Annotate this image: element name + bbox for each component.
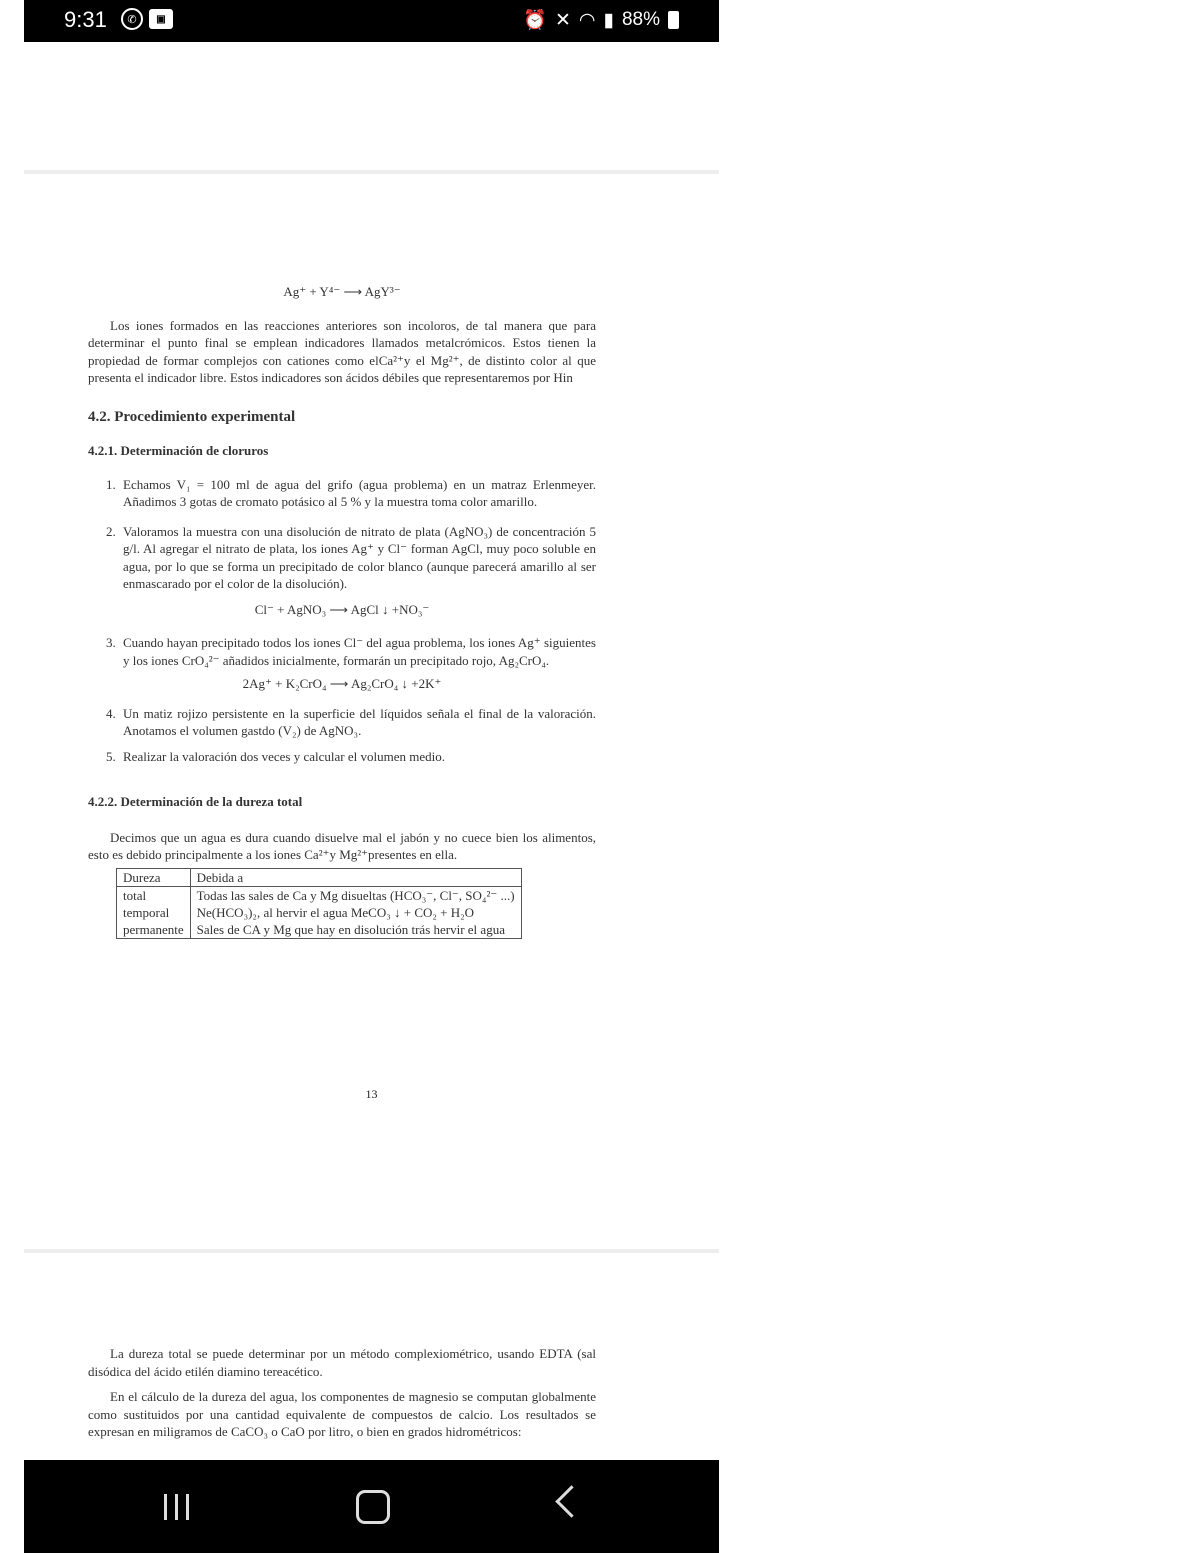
- system-icons: [523, 8, 679, 32]
- alarm-icon: ⏰: [523, 10, 547, 31]
- document-page-14: [88, 1345, 596, 1441]
- page-number: 13: [365, 1087, 378, 1101]
- list-item: 3. Cuando hayan precipitado todos los iones Cl⁻ del agua problema, los iones Ag⁺ siguientes y los iones CrO₄²⁻ añadidos inicialmente, formarán un precipitado rojo, Ag₂CrO₄.: [106, 635, 596, 668]
- navigation-bar: [24, 1460, 719, 1553]
- mute-icon: ✕: [554, 9, 571, 31]
- status-bar: [24, 0, 719, 42]
- document-page-13: [88, 283, 596, 939]
- equation: Cl⁻ + AgNO₃ ⟶ AgCl ↓ +NO₃⁻: [254, 601, 430, 617]
- paragraph: La dureza total se puede determinar por un método complexiométrico, usando EDTA (sal disódica del ácido etilén diamino tereacético.: [88, 1346, 596, 1379]
- table-header-row: [117, 868, 522, 886]
- phone-screen: [24, 0, 719, 1553]
- gallery-icon: ▣: [149, 9, 173, 29]
- list-item: 1. Echamos V₁ = 100 ml de agua del grifo (agua problema) en un matraz Erlenmeyer. Añadimos 3 gotas de cromato potásico al 5 % y la muestra toma color amarillo.: [106, 476, 596, 509]
- paragraph: En el cálculo de la dureza del agua, los componentes de magnesio se computan globalmente como sustituidos por una cantidad equivalente de compuestos de calcio. Los resultados se expresan en miligramos de CaCO₃ o CaO por litro, o bien en grados hidrométricos:: [88, 1389, 596, 1439]
- page-divider: [24, 1249, 719, 1253]
- table-row: temporal Ne(HCO₃)₂, al hervir el agua MeCO₃ ↓ + CO₂ + H₂O: [117, 904, 522, 921]
- list-item: 4. Un matiz rojizo persistente en la superficie del líquidos señala el final de la valoración. Anotamos el volumen gastdo (V₂) de AgNO₃.: [106, 705, 596, 738]
- page-divider: [24, 170, 719, 174]
- list-item: 2. Valoramos la muestra con una disolución de nitrato de plata (AgNO₃) de concentración 5 g/l. Al agregar el nitrato de plata, los iones Ag⁺ y Cl⁻ forman AgCl, muy poco soluble en agua, por lo que se forma un precipitado de color blanco (aunque parecerá amarillo al ser enmascarado por el color de la disolución).: [106, 523, 596, 591]
- signal-icon: ▮: [603, 9, 614, 31]
- table-row: total Todas las sales de Ca y Mg disueltas (HCO₃⁻, Cl⁻, SO₄²⁻ ...): [117, 886, 522, 904]
- equation: Ag⁺ + Y⁴⁻ ⟶ AgY³⁻: [283, 284, 401, 299]
- recent-apps-button[interactable]: [164, 1494, 189, 1520]
- battery-percent: 88%: [621, 9, 660, 30]
- table-header: Dureza: [117, 868, 191, 886]
- subsection-heading: 4.2.1. Determinación de cloruros: [88, 443, 269, 458]
- list-item: 5. Realizar la valoración dos veces y calcular el volumen medio.: [106, 748, 445, 764]
- status-time: 9:31: [64, 7, 107, 32]
- home-button[interactable]: [356, 1490, 390, 1524]
- notification-icons: [121, 8, 173, 30]
- procedure-list: [88, 476, 596, 766]
- subsection-heading: 4.2.2. Determinación de la dureza total: [88, 794, 303, 809]
- section-heading: 4.2. Procedimiento experimental: [88, 408, 296, 425]
- intro-paragraph: Los iones formados en las reacciones anteriores son incoloros, de tal manera que para determinar el punto final se emplean indicadores llamados metalcrómicos. Estos tienen la propiedad de formar complejos con cationes como elCa²⁺y el Mg²⁺, de distinto color al que presenta el indicador libre. Estos indicadores son ácidos débiles que representaremos por Hin: [88, 317, 596, 385]
- back-button[interactable]: [555, 1485, 588, 1518]
- table-row: permanente Sales de CA y Mg que hay en disolución trás hervir el agua: [117, 921, 522, 939]
- wifi-icon: ◠: [578, 9, 596, 31]
- equation: 2Ag⁺ + K₂CrO₄ ⟶ Ag₂CrO₄ ↓ +2K⁺: [242, 676, 442, 691]
- table-header: Debida a: [190, 868, 521, 886]
- dureza-paragraph: Decimos que un agua es dura cuando disuelve mal el jabón y no cuece bien los alimentos, esto es debido principalmente a los iones Ca²⁺y Mg²⁺presentes en ella.: [88, 829, 596, 862]
- battery-icon: [668, 11, 679, 29]
- dureza-table: [116, 868, 522, 939]
- whatsapp-icon: ✆: [121, 8, 143, 30]
